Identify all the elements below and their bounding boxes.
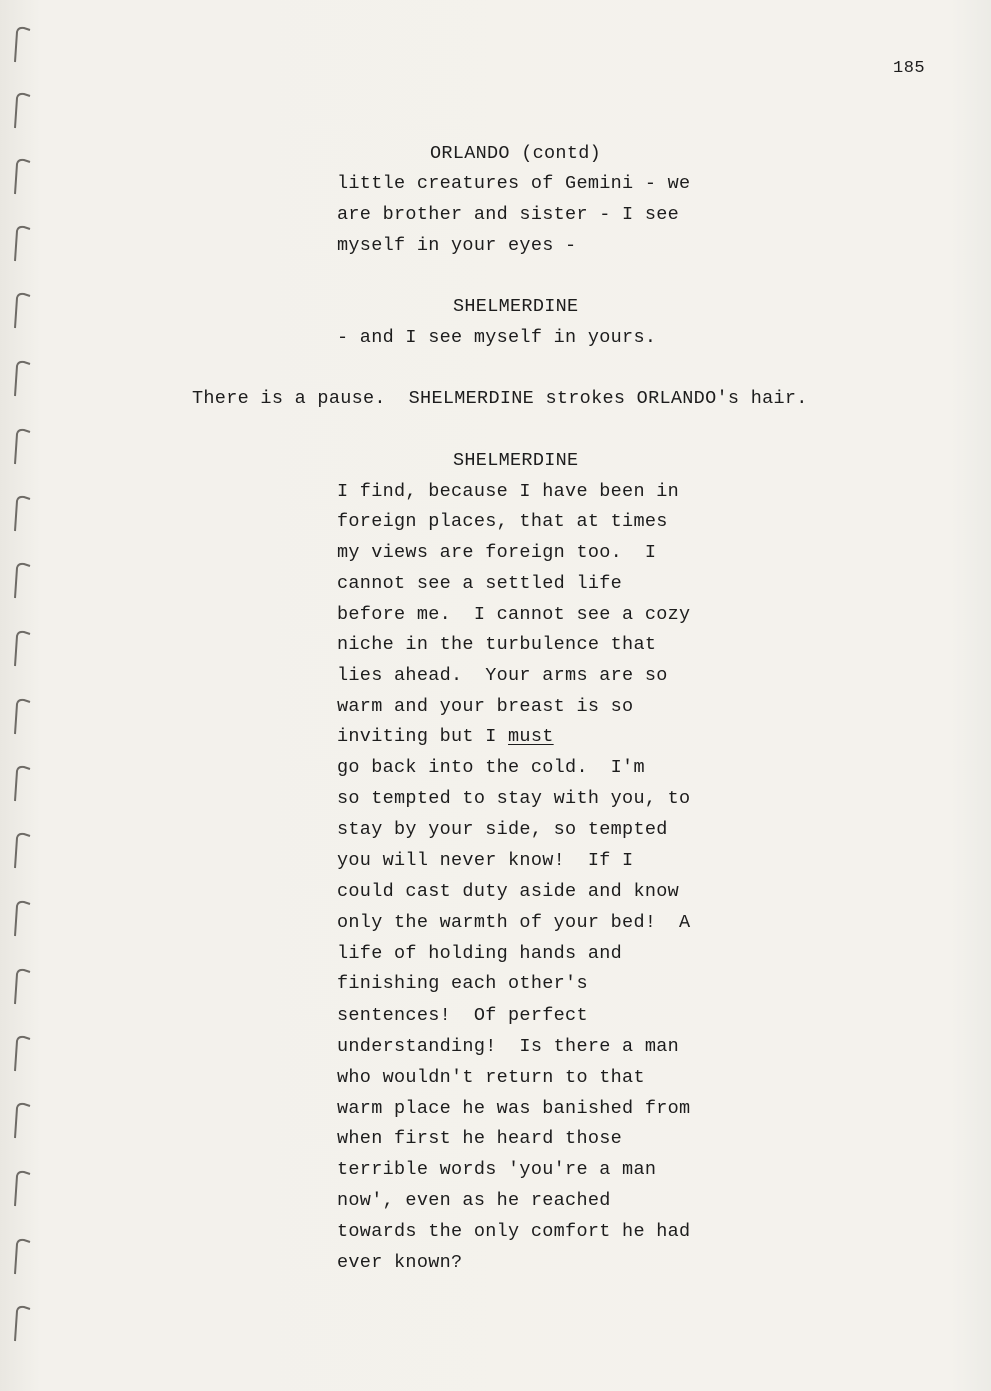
dialogue-line: only the warmth of your bed! A [337,912,691,933]
dialogue-line: are brother and sister - I see [337,204,680,225]
dialogue-line: stay by your side, so tempted [337,819,668,840]
dialogue-line: sentences! Of perfect [337,1005,588,1026]
dialogue-line: terrible words 'you're a man [337,1159,657,1180]
binding-hole [12,966,34,1006]
binding-hole [12,830,34,870]
dialogue-line: my views are foreign too. I [337,542,657,563]
binding-hole [12,628,34,668]
dialogue-line: I find, because I have been in [337,481,680,502]
binding-hole [12,1100,34,1140]
dialogue-line: towards the only comfort he had [337,1221,691,1242]
dialogue-line: you will never know! If I [337,850,634,871]
dialogue-line: cannot see a settled life [337,573,623,594]
page-number: 185 [893,59,926,78]
dialogue-line [337,726,554,748]
dialogue-line: ever known? [337,1252,463,1273]
binding-hole [12,1236,34,1276]
dialogue-line: now', even as he reached [337,1190,611,1211]
binding-hole [12,426,34,466]
dialogue-line: before me. I cannot see a cozy [337,604,691,625]
action-line: There is a pause. SHELMERDINE strokes ORLANDO's hair. [192,388,808,409]
binding-hole [12,290,34,330]
dialogue-line: go back into the cold. I'm [337,757,645,778]
binding-hole [12,1033,34,1073]
binding-hole [12,560,34,600]
dialogue-line: little creatures of Gemini - we [337,173,691,194]
binding-hole [12,156,34,196]
dialogue-line: lies ahead. Your arms are so [337,665,668,686]
character-name-shelmerdine: SHELMERDINE [453,450,579,471]
dialogue-line: warm and your breast is so [337,696,634,717]
dialogue-line: who wouldn't return to that [337,1067,645,1088]
dialogue-line: niche in the turbulence that [337,634,657,655]
dialogue-line: finishing each other's [337,973,588,994]
spiral-binding [4,18,38,1358]
binding-hole [12,696,34,736]
emphasized-word: must [508,726,554,747]
character-name-orlando: ORLANDO (contd) [430,143,602,164]
dialogue-line: - and I see myself in yours. [337,327,657,348]
binding-hole [12,358,34,398]
character-name-shelmerdine: SHELMERDINE [453,296,579,317]
dialogue-text: inviting but I [337,726,509,747]
binding-hole [12,223,34,263]
binding-hole [12,1303,34,1343]
binding-hole [12,493,34,533]
binding-hole [12,90,34,130]
binding-hole [12,24,34,64]
binding-hole [12,1168,34,1208]
dialogue-line: life of holding hands and [337,943,623,964]
dialogue-line: could cast duty aside and know [337,881,680,902]
dialogue-line: warm place he was banished from [337,1098,691,1119]
dialogue-line: myself in your eyes - [337,235,577,256]
binding-hole [12,763,34,803]
binding-hole [12,898,34,938]
dialogue-line: understanding! Is there a man [337,1036,680,1057]
dialogue-line: foreign places, that at times [337,511,668,532]
dialogue-line: when first he heard those [337,1128,623,1149]
dialogue-line: so tempted to stay with you, to [337,788,691,809]
